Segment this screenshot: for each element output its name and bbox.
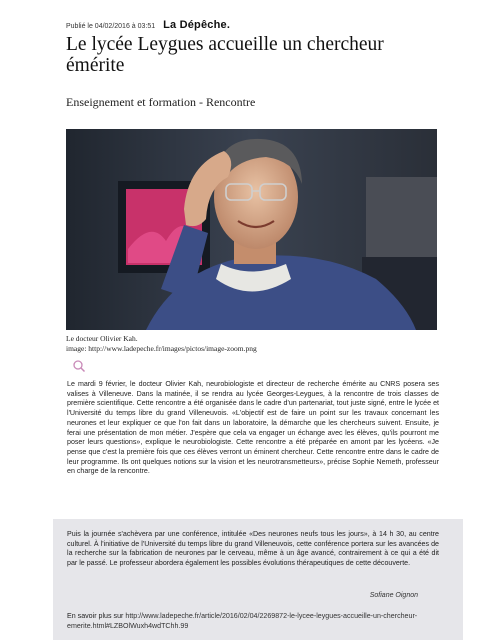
read-more-label: En savoir plus sur [67,612,124,620]
read-more-link[interactable]: http://www.ladepeche.fr/article/2016/02/04/2269872-le-lycee-leygues-accueille-un-chercheur-emerite.html#LZBOlWuxh4wdTChh.99 [67,612,418,630]
newspaper-brand: La Dépêche. [163,19,231,31]
publication-line [66,19,230,31]
caption-image-url: image: http://www.ladepeche.fr/images/pictos/image-zoom.png [66,343,257,353]
article-title: Le lycée Leygues accueille un chercheur émérite [66,34,384,76]
article-photo [66,129,437,330]
publication-date: Publié le 04/02/2016 à 03:51 [66,23,156,30]
photo-caption [66,334,257,353]
article-section: Enseignement et formation - Rencontre [66,95,256,109]
article-author: Sofiane Oignon [369,592,418,599]
portrait-photo-illustration [66,129,437,330]
read-more [67,612,442,631]
caption-text: Le docteur Olivier Kah. [66,334,138,343]
article-paragraph-2: Puis la journée s'achèvera par une conférence, intitulée «Des neurones neufs tous les jours», à 14 h 30, au centre culturel. À l'initiative de l'Université du temps libre du grand Villeneuvois, cette conférence portera sur les avancées de la recherche sur la fabrication de neurones par le cerveau, même à un âge avancé, contrairement à ce qui a été dit par le passé. Le professeur abordera également les possibles évolutions thérapeutiques de cette découverte. [67,530,439,568]
magnifier-icon[interactable] [72,359,86,373]
article-paragraph-1: Le mardi 9 février, le docteur Olivier Kah, neurobiologiste et directeur de recherche émérite au CNRS posera ses valises à Villeneuve. Dans la matinée, il se rendra au lycée Georges-Leygues, à la rencontre de trois classes de première scientifique. Cette rencontre a été organisée dans le cadre d'un partenariat, tout juste signé, entre le lycée et l'Université du temps libre du grand Villeneuvois. «L'objectif est de faire un point sur les travaux concernant les neurones et leur expliquer ce que l'on fait dans un laboratoire, la démarche que les chercheurs suivent. Ensuite, je ferai une présentation de mon métier. J'espère que cela va engager un échange avec les élèves, qu'ils pourront me poser leurs questions», explique le neurobiologiste. Cette rencontre a été préparée en amont par les lycéens. «Je pense que c'est la première fois que ces élèves verront un éminent chercheur. Cette rencontre entre dans le cadre de leur programme. Ils ont quelques notions sur la vision et les neurotransmetteurs», précise Sophie Nemeth, professeur en charge de la rencontre. [67,380,439,476]
